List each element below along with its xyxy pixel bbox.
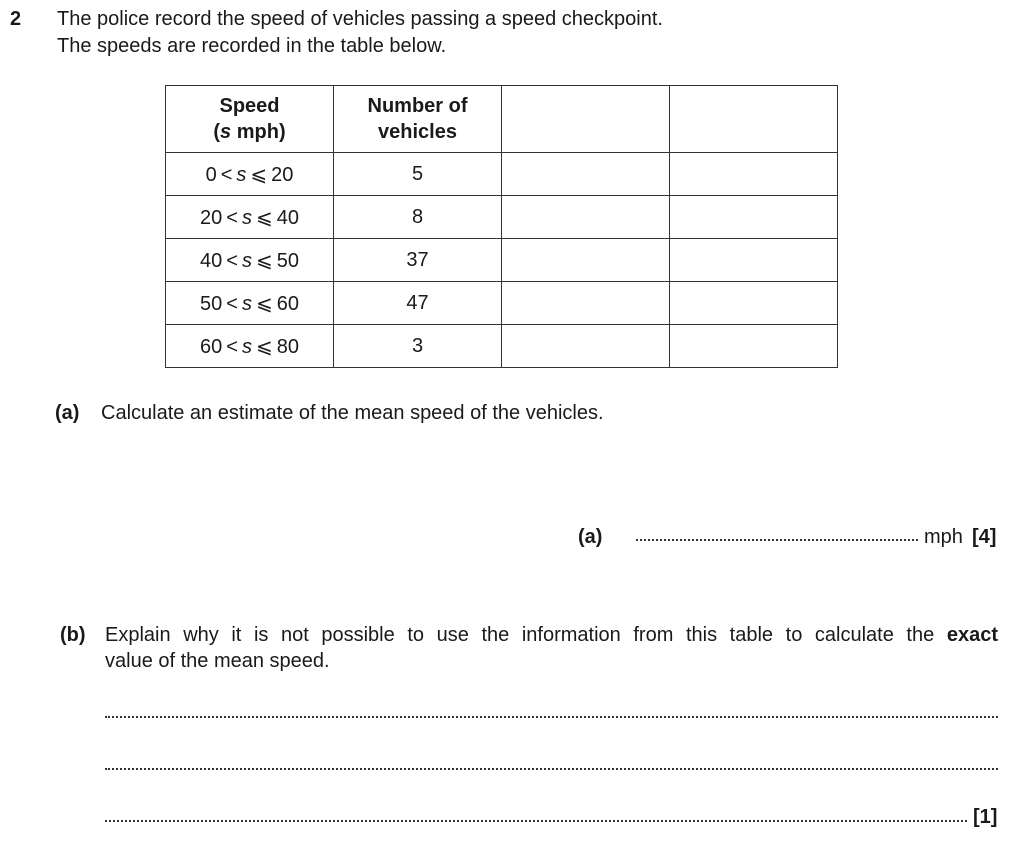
part-b-answer-line-2[interactable]: [105, 768, 998, 770]
part-a-marks: [4]: [972, 526, 997, 548]
count-header-line-2: vehicles: [378, 121, 457, 143]
part-b-label: (b): [60, 624, 86, 646]
number-of-vehicles-header: [334, 86, 502, 153]
blank-working-cell[interactable]: [670, 325, 838, 368]
question-stem-line-2: The speeds are recorded in the table below.: [57, 35, 447, 57]
count-header-line-1: Number of: [367, 95, 468, 117]
table-row: [166, 325, 838, 368]
speed-header-line-1: Speed: [219, 95, 280, 117]
blank-working-cell[interactable]: [502, 239, 670, 282]
part-a-answer-label: (a): [578, 526, 603, 548]
blank-working-cell[interactable]: [502, 325, 670, 368]
frequency-cell: 8: [334, 196, 502, 239]
frequency-cell: 3: [334, 325, 502, 368]
speed-interval-cell: 60 < s ⩽ 80: [166, 325, 334, 368]
table-header-row: [166, 86, 838, 153]
emphasis-exact: exact: [946, 624, 998, 646]
table-row: [166, 196, 838, 239]
blank-working-cell[interactable]: [502, 196, 670, 239]
part-a-label: (a): [55, 402, 80, 424]
part-a-answer-unit: mph: [924, 526, 963, 548]
part-a-answer-line[interactable]: [636, 539, 918, 541]
table-row: [166, 239, 838, 282]
part-b-question-line-1: Explain why it is not possible to use the information from this table to calculate the exact: [105, 624, 998, 646]
speed-interval-cell: 0 < s ⩽ 20: [166, 153, 334, 196]
part-b-question-line-2: value of the mean speed.: [105, 650, 330, 672]
table-row: [166, 282, 838, 325]
frequency-cell: 5: [334, 153, 502, 196]
blank-working-cell[interactable]: [502, 282, 670, 325]
speed-header-line-2: (s mph): [213, 121, 286, 143]
blank-working-column-2: [670, 86, 838, 153]
blank-working-cell[interactable]: [670, 239, 838, 282]
blank-working-cell[interactable]: [670, 153, 838, 196]
part-a-question: Calculate an estimate of the mean speed of the vehicles.: [101, 402, 604, 424]
question-number: 2: [10, 8, 22, 30]
part-b-answer-line-1[interactable]: [105, 716, 998, 718]
blank-working-cell[interactable]: [502, 153, 670, 196]
speed-interval-cell: 40 < s ⩽ 50: [166, 239, 334, 282]
question-stem-line-1: The police record the speed of vehicles passing a speed checkpoint.: [57, 8, 663, 30]
blank-working-cell[interactable]: [670, 282, 838, 325]
frequency-cell: 47: [334, 282, 502, 325]
blank-working-column-1: [502, 86, 670, 153]
speed-header: [166, 86, 334, 153]
part-b-marks: [1]: [973, 806, 998, 828]
table-row: [166, 153, 838, 196]
speed-variable: s: [220, 121, 232, 143]
part-b-answer-line-3[interactable]: [105, 820, 967, 822]
speed-interval-cell: 50 < s ⩽ 60: [166, 282, 334, 325]
speed-frequency-table: [165, 85, 838, 368]
frequency-cell: 37: [334, 239, 502, 282]
speed-interval-cell: 20 < s ⩽ 40: [166, 196, 334, 239]
blank-working-cell[interactable]: [670, 196, 838, 239]
